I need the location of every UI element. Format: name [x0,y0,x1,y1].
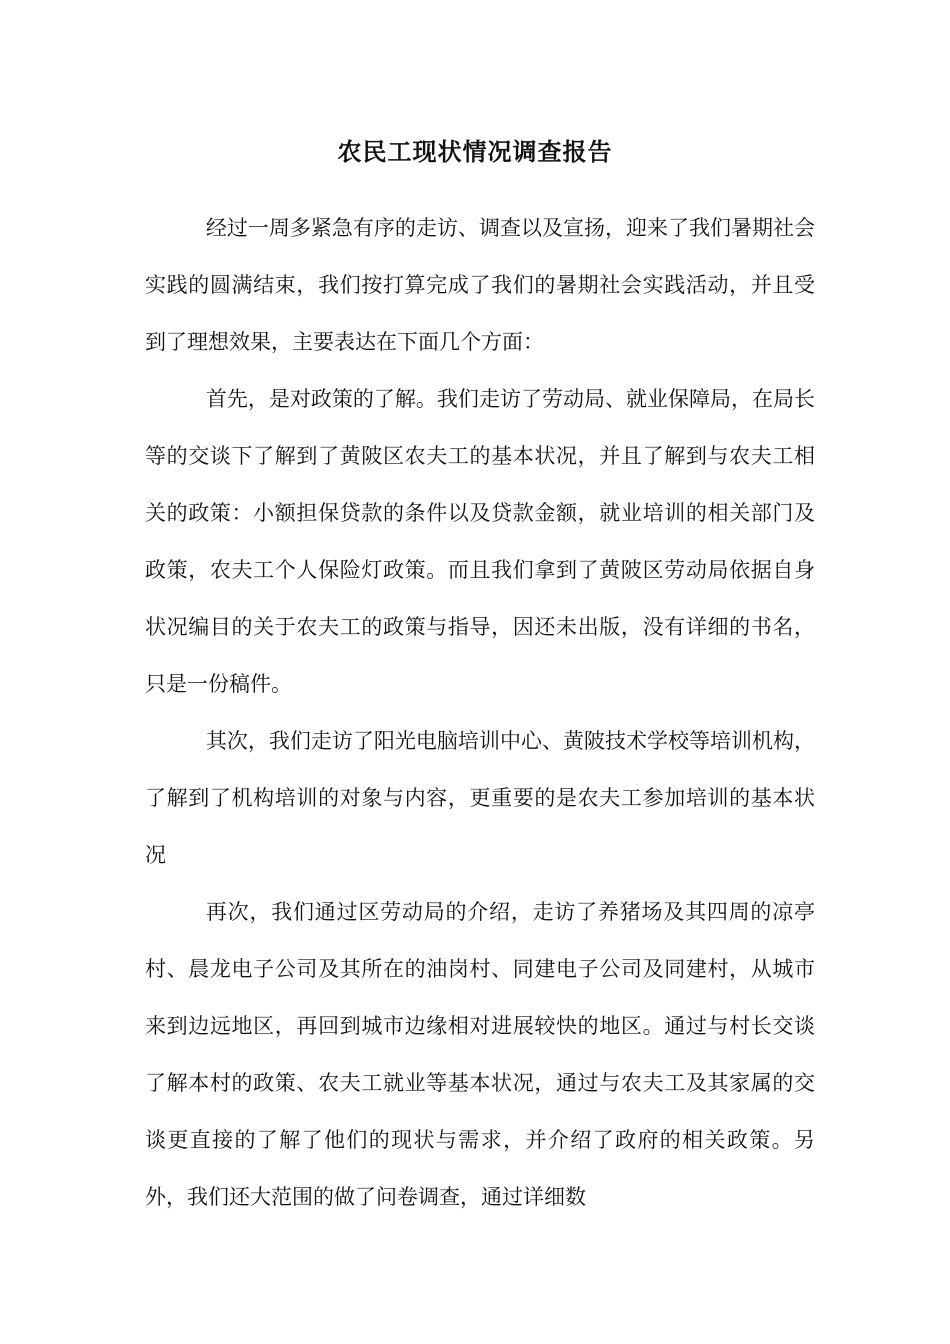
document-body [145,200,815,1226]
paragraph-1: 经过一周多紧急有序的走访、调查以及宣扬，迎来了我们暑期社会实践的圆满结束，我们按打算完成了我们的暑期社会实践活动，并且受到了理想效果，主要表达在下面几个方面： [145,216,815,354]
paragraph-3: 其次，我们走访了阳光电脑培训中心、黄陂技术学校等培训机构，了解到了机构培训的对象与内容，更重要的是农夫工参加培训的基本状况 [145,729,815,867]
document-title: 农民工现状情况调查报告 [337,137,613,166]
paragraph-4: 再次，我们通过区劳动局的介绍，走访了养猪场及其四周的凉亭村、晨龙电子公司及其所在的油岗村、同建电子公司及同建村，从城市来到边远地区，再回到城市边缘相对进展较快的地区。通过与村长交谈了解本村的政策、农夫工就业等基本状况，通过与农夫工及其家属的交谈更直接的了解了他们的现状与需求，并介绍了政府的相关政策。另外，我们还大范围的做了问卷调查，通过详细数 [145,900,815,1209]
paragraph-2: 首先，是对政策的了解。我们走访了劳动局、就业保障局，在局长等的交谈下了解到了黄陂区农夫工的基本状况，并且了解到与农夫工相关的政策：小额担保贷款的条件以及贷款金额，就业培训的相关部门及政策，农夫工个人保险灯政策。而且我们拿到了黄陂区劳动局依据自身状况编目的关于农夫工的政策与指导，因还未出版，没有详细的书名，只是一份稿件。 [145,387,815,696]
